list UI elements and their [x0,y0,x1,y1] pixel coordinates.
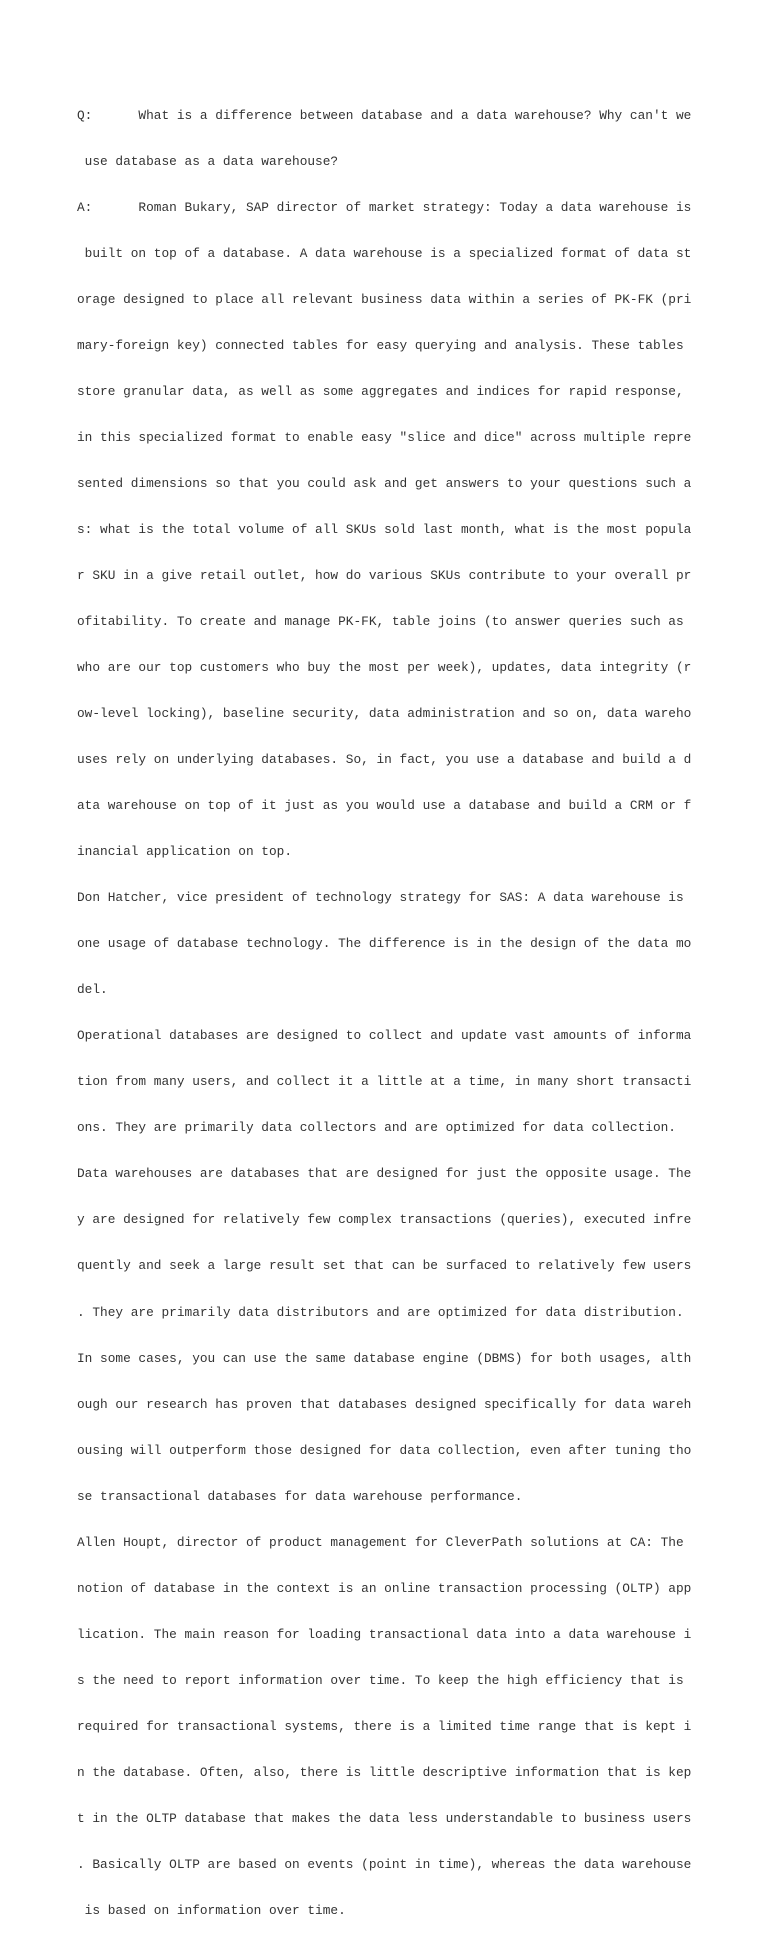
text-line: ons. They are primarily data collectors and are optimized for data collection. [77,1120,676,1136]
text-line: se transactional databases for data warehouse performance. [77,1488,523,1504]
text-line: sented dimensions so that you could ask and get answers to your questions such a [77,475,692,491]
text-line: who are our top customers who buy the most per week), updates, data integrity (r [77,660,692,676]
text-line: n the database. Often, also, there is little descriptive information that is kep [77,1764,692,1780]
text-line: tion from many users, and collect it a little at a time, in many short transacti [77,1074,692,1090]
text-line: inancial application on top. [77,844,293,860]
text-line: s: what is the total volume of all SKUs sold last month, what is the most popula [77,521,692,537]
text-line: . Basically OLTP are based on events (point in time), whereas the data warehouse [77,1856,692,1872]
text-line: y are designed for relatively few complex transactions (queries), executed infre [77,1212,692,1228]
text-line: uses rely on underlying databases. So, in fact, you use a database and build a d [77,752,692,768]
text-line: ough our research has proven that databases designed specifically for data wareh [77,1396,692,1412]
text-line: Q: What is a difference between database and a data warehouse? Why can't we [77,107,692,123]
text-line: r SKU in a give retail outlet, how do various SKUs contribute to your overall pr [77,568,692,583]
text-line: one usage of database technology. The difference is in the design of the data mo [77,936,692,952]
text-line: notion of database in the context is an online transaction processing (OLTP) app [77,1580,692,1596]
text-line: use database as a data warehouse? [77,153,339,169]
text-line: orage designed to place all relevant business data within a series of PK-FK (pri [77,291,692,307]
text-line: del. [77,982,108,998]
text-line: built on top of a database. A data warehouse is a specialized format of data st [77,245,692,261]
text-line: ousing will outperform those designed for data collection, even after tuning tho [77,1442,692,1458]
text-line: lication. The main reason for loading transactional data into a data warehouse i [77,1626,692,1642]
text-line: Data warehouses are databases that are designed for just the opposite usage. The [77,1166,692,1182]
text-line: In some cases, you can use the same database engine (DBMS) for both usages, alth [77,1350,692,1366]
text-line: ow-level locking), baseline security, data administration and so on, data wareho [77,706,692,722]
text-line: ata warehouse on top of it just as you would use a database and build a CRM or f [77,798,692,814]
text-line: . They are primarily data distributors and are optimized for data distribution. [77,1304,684,1320]
text-line: t in the OLTP database that makes the data less understandable to business users [77,1810,692,1826]
text-line: is based on information over time. [77,1902,346,1918]
text-line: required for transactional systems, there is a limited time range that is kept i [77,1718,692,1734]
text-line: A: Roman Bukary, SAP director of market strategy: Today a data warehouse is [77,199,692,215]
text-line: Don Hatcher, vice president of technology strategy for SAS: A data warehouse is [77,890,684,906]
text-line: quently and seek a large result set that can be surfaced to relatively few users [77,1258,692,1274]
text-line: Operational databases are designed to collect and update vast amounts of informa [77,1028,692,1044]
text-line: mary-foreign key) connected tables for easy querying and analysis. These tables [77,337,684,353]
text-line: s the need to report information over time. To keep the high efficiency that is [77,1672,684,1688]
text-line: in this specialized format to enable easy "slice and dice" across multiple repre [77,429,692,445]
document-text [77,77,697,1949]
text-line: ofitability. To create and manage PK-FK, table joins (to answer queries such as [77,614,684,630]
text-line: Allen Houpt, director of product management for CleverPath solutions at CA: The [77,1534,684,1550]
text-line: store granular data, as well as some aggregates and indices for rapid response, [77,383,684,399]
